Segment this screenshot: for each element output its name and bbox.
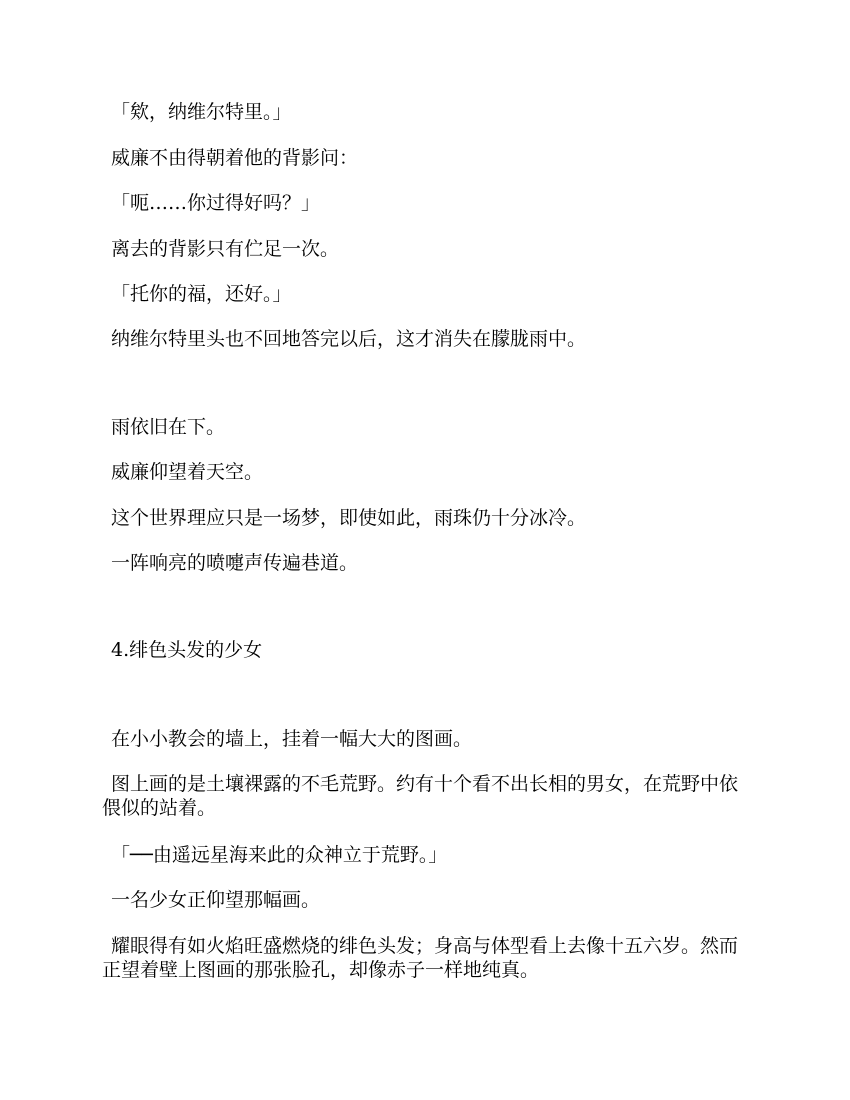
paragraph: 「托你的福，还好。」 <box>111 283 292 305</box>
paragraph: 雨依旧在下。 <box>111 416 226 438</box>
paragraph: 威廉不由得朝着他的背影问： <box>111 147 359 169</box>
paragraph: 威廉仰望着天空。 <box>111 461 264 483</box>
chapter-title: 4.绯色头发的少女 <box>111 639 263 661</box>
paragraph: 在小小教会的墙上，挂着一幅大大的图画。 <box>111 728 473 750</box>
paragraph: 这个世界理应只是一场梦，即使如此，雨珠仍十分冰冷。 <box>111 507 587 529</box>
paragraph: 耀眼得有如火焰旺盛燃烧的绯色头发；身高与体型看上去像十五六岁。然而正望着壁上图画的那张脸孔，却像赤子一样地纯真。 <box>102 935 739 981</box>
paragraph: 纳维尔特里头也不回地答完以后，这才消失在朦胧雨中。 <box>111 328 587 350</box>
paragraph: 「呃……你过得好吗？」 <box>111 192 321 214</box>
paragraph: 离去的背影只有伫足一次。 <box>111 238 340 260</box>
paragraph: 图上画的是土壤裸露的不毛荒野。约有十个看不出长相的男女，在荒野中依偎似的站着。 <box>102 773 739 819</box>
paragraph: 一名少女正仰望那幅画。 <box>111 889 321 911</box>
paragraph: 一阵响亮的喷嚏声传遍巷道。 <box>111 552 359 574</box>
paragraph: 「──由遥远星海来此的众神立于荒野。」 <box>111 844 448 866</box>
paragraph: 「欸，纳维尔特里。」 <box>111 101 292 123</box>
